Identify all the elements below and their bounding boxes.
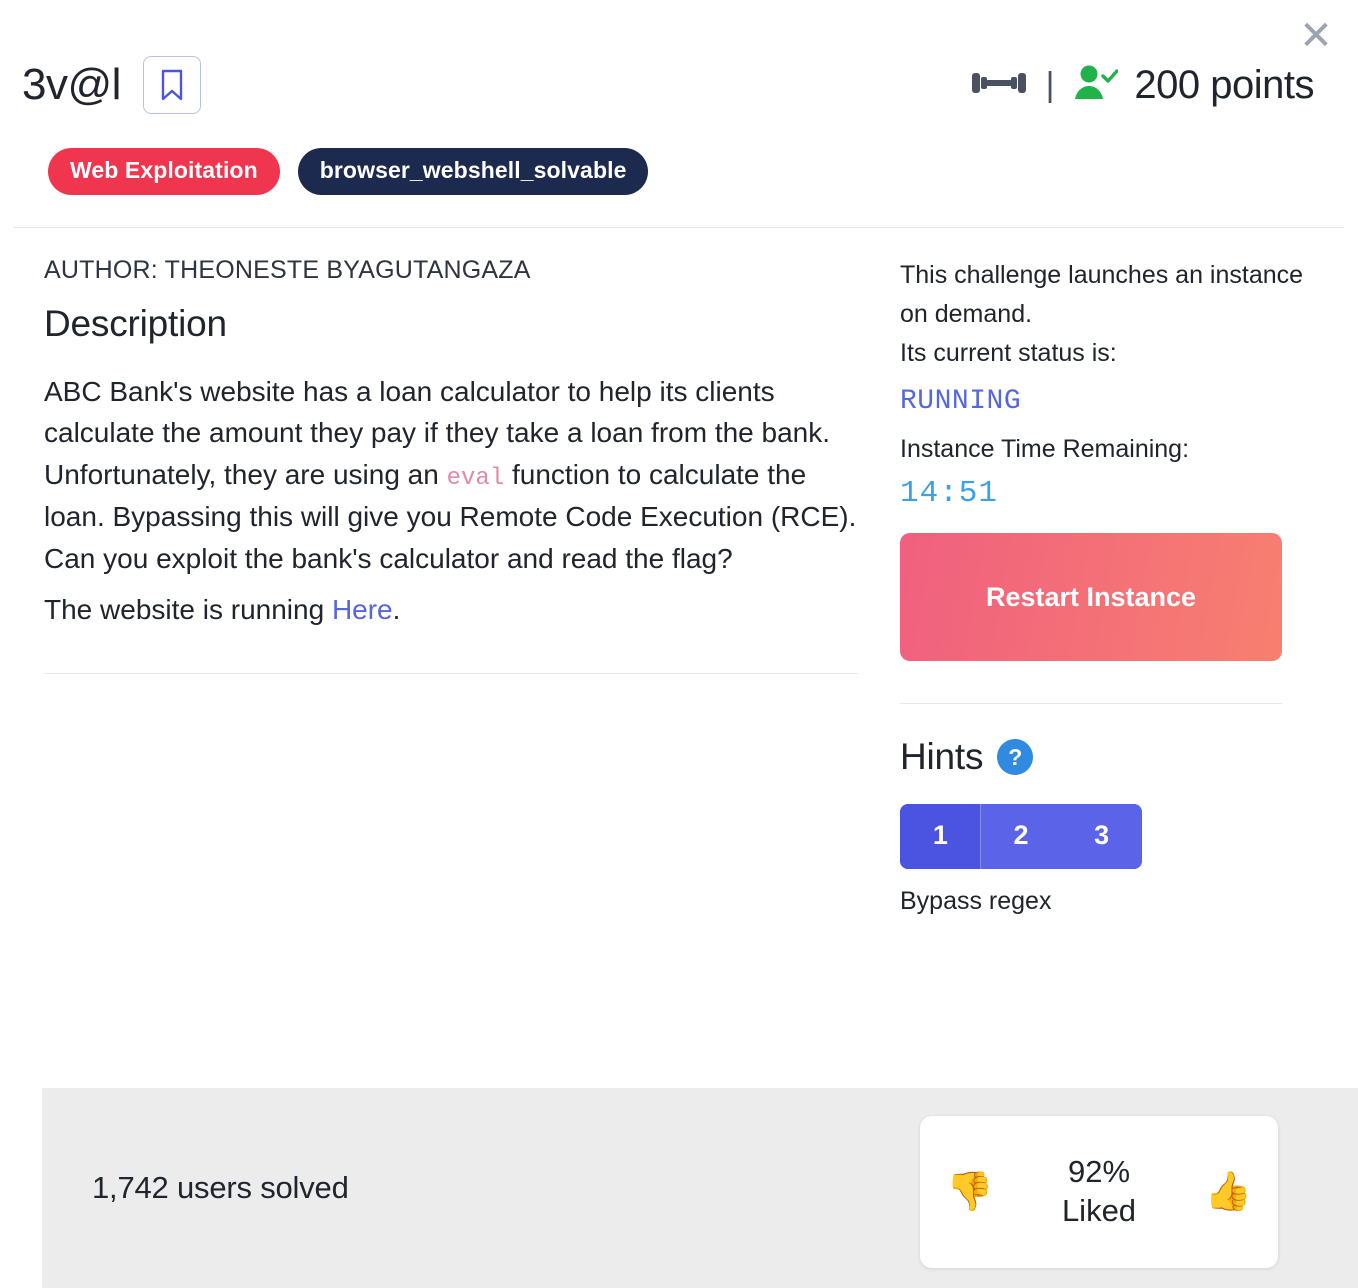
website-suffix: . [392, 594, 401, 626]
hint-tab-group [900, 804, 1142, 869]
instance-line-1: This challenge launches an instance on demand. [900, 261, 1304, 328]
hint-tab-2[interactable]: 2 [981, 804, 1062, 869]
like-card [920, 1116, 1278, 1268]
title-group [22, 56, 201, 114]
thumbs-up-icon[interactable]: 👍 [1204, 1171, 1252, 1213]
hint-tab-1[interactable]: 1 [900, 804, 981, 869]
page-title: 3v@l [22, 60, 121, 109]
instance-line-2: Its current status is: [900, 338, 1117, 367]
instance-time-label: Instance Time Remaining: [900, 435, 1190, 464]
header-right [970, 63, 1330, 108]
footer-bar [42, 1088, 1358, 1288]
points-label: 200 points [1134, 62, 1314, 107]
close-icon[interactable]: ✕ [1299, 14, 1333, 58]
website-line [44, 589, 858, 630]
like-percent: 92% [1067, 1154, 1131, 1190]
website-link[interactable]: Here [331, 594, 393, 626]
hint-text: Bypass regex [900, 887, 1052, 916]
tag-category[interactable]: Web Exploitation [48, 148, 280, 195]
hints-divider [900, 703, 1282, 704]
help-icon[interactable]: ? [997, 739, 1033, 775]
description-divider [44, 673, 858, 674]
hint-tab-3[interactable]: 3 [1061, 804, 1142, 869]
modal-header [0, 0, 1358, 114]
description-heading: Description [44, 303, 227, 344]
hints-header [900, 736, 1322, 778]
user-check-icon [1072, 63, 1118, 108]
instance-column [900, 228, 1358, 916]
description-part-1: ABC Bank's website has a loan calculator to help its clients calculate the amount they pay if they take a loan from the bank. Unfortunately, they are using an [44, 376, 831, 490]
dumbbell-icon [970, 66, 1028, 105]
tag-list [0, 114, 1358, 195]
header-separator: | [1045, 66, 1055, 104]
website-prefix: The website is running [44, 594, 332, 626]
like-label: Liked [1061, 1193, 1137, 1228]
thumbs-down-icon[interactable]: 👎 [946, 1171, 994, 1213]
bookmark-icon [159, 69, 185, 101]
hints-title: Hints [900, 736, 984, 778]
solved-count: 1,742 users solved [92, 1170, 349, 1205]
instance-timer: 14:51 [900, 476, 999, 512]
modal-body [0, 228, 1358, 916]
restart-instance-button[interactable]: Restart Instance [900, 533, 1282, 661]
like-summary [993, 1153, 1204, 1231]
description-code: eval [446, 464, 505, 492]
description-text [44, 371, 858, 579]
tag-subtag[interactable]: browser_webshell_solvable [298, 148, 649, 195]
status-badge: RUNNING [900, 386, 1022, 418]
bookmark-button[interactable] [143, 56, 201, 114]
description-part-2: function to calculate the loan. Bypassing this will give you Remote Code Execution (RCE). Can you exploit the bank's calculator and read the flag? [44, 458, 857, 574]
author-label: AUTHOR: THEONESTE BYAGUTANGAZA [44, 256, 531, 284]
description-column [0, 228, 900, 916]
